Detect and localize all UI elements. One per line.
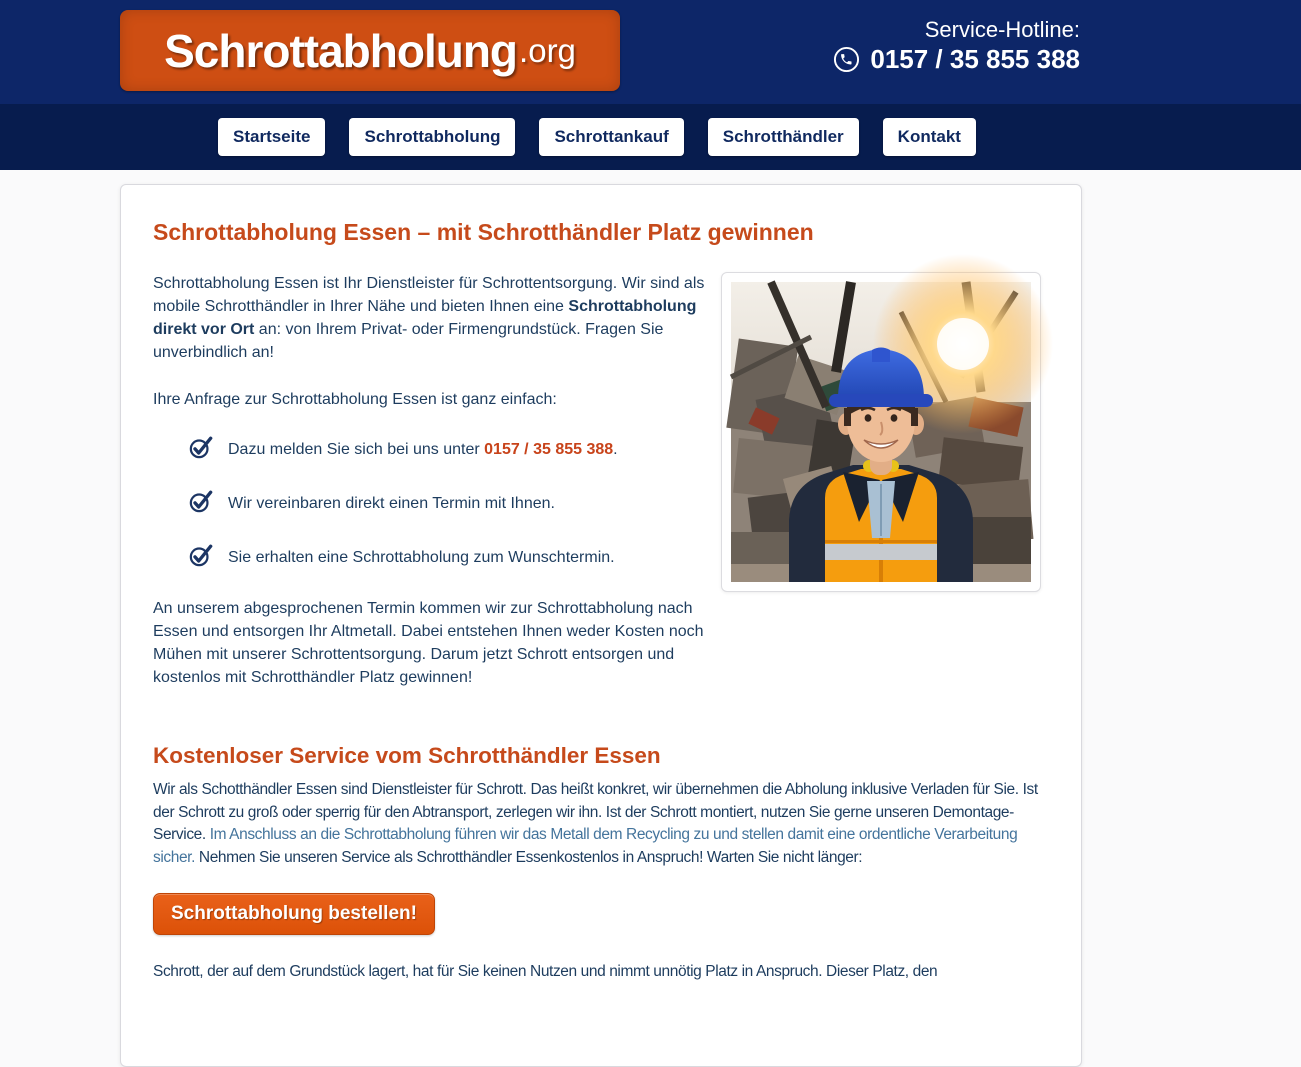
scrap-worker-photo [721, 272, 1041, 592]
appointment-paragraph: An unserem abgesprochenen Termin kommen wir zur Schrottabholung nach Essen und entsorgen Ihr Altmetall. Dabei entstehen Ihnen weder Kosten noch Mühen mit unserer Schrottentsorgung. Darum jetzt Schrott entsorgen und kostenlos mit Schrotthändler Platz gewinnen! [153, 600, 704, 686]
nav-item-schrottankauf[interactable]: Schrottankauf [539, 118, 683, 156]
checkmark-icon [189, 435, 213, 464]
list-item-text-pre: Dazu melden Sie sich bei uns unter [228, 440, 485, 458]
logo-text-main: Schrottabholung [164, 24, 518, 77]
hotline-number: 0157 / 35 855 388 [870, 44, 1080, 74]
closing-paragraph: Schrott, der auf dem Grundstück lagert, hat für Sie keinen Nutzen und nimmt unnötig Platz in Anspruch. Dieser Platz, den [153, 963, 938, 980]
intro-section [153, 272, 1049, 713]
checkmark-icon [189, 489, 213, 518]
list-item-text: Wir vereinbaren direkt einen Termin mit Ihnen. [228, 494, 555, 512]
service-paragraph-text: Wir als Schotthändler Essen sind Dienstleister für Schrott. Das heißt konkret, wir übernehmen die Abholung inklusive Verladen für Sie. Ist der Schrott zu groß oder sperrig für den Abtransport, zerlegen wir ihn. Ist der Schrott montiert, nutzen Sie gerne unseren Demontage-Service. [153, 781, 1038, 843]
photo-column [721, 272, 1041, 592]
list-item [189, 543, 705, 572]
intro-paragraph [153, 272, 705, 364]
intro-text-column [153, 272, 705, 713]
page-title: Schrottabholung Essen – mit Schrotthändler Platz gewinnen [153, 219, 814, 245]
service-paragraph [153, 779, 1049, 869]
service-hotline [833, 17, 1080, 75]
intro-paragraph-bold: Schrottabholung direkt vor Ort [153, 298, 697, 338]
site-header [0, 0, 1301, 104]
list-item [189, 489, 705, 518]
content-card [120, 184, 1082, 1067]
list-item [189, 435, 705, 464]
steps-checklist [189, 435, 705, 572]
list-item-text-post: . [613, 440, 618, 458]
nav-item-schrottabholung[interactable]: Schrottabholung [349, 118, 515, 156]
hotline-label: Service-Hotline: [924, 17, 1080, 42]
phone-icon [833, 46, 860, 73]
nav-item-kontakt[interactable]: Kontakt [883, 118, 976, 156]
intro-paragraph-text: Schrottabholung Essen ist Ihr Dienstleister für Schrottentsorgung. Wir sind als mobile Schrotthändler in Ihrer Nähe und bieten Ihnen eine [153, 275, 705, 315]
page-body [0, 170, 1301, 1067]
hotline-phone-link[interactable] [833, 43, 1080, 75]
logo-text-suffix: .org [519, 31, 576, 69]
nav-item-startseite[interactable]: Startseite [218, 118, 325, 156]
list-item-text [228, 441, 618, 459]
order-pickup-button[interactable]: Schrottabholung bestellen! [153, 893, 435, 935]
intro-paragraph-text-2: an: von Ihrem Privat- oder Firmengrundstück. Fragen Sie unverbindlich an! [153, 321, 664, 361]
request-intro-paragraph: Ihre Anfrage zur Schrottabholung Essen ist ganz einfach: [153, 391, 557, 408]
section-title: Kostenloser Service vom Schrotthändler Essen [153, 743, 661, 768]
main-navigation [0, 104, 1301, 170]
list-item-text: Sie erhalten eine Schrottabholung zum Wunschtermin. [228, 548, 615, 566]
recycling-text-link[interactable]: Im Anschluss an die Schrottabholung führen wir das Metall dem Recycling zu und stellen damit eine ordentliche Verarbeitung sicher. [153, 826, 1018, 866]
site-logo[interactable] [120, 10, 620, 91]
checkmark-icon [189, 543, 213, 572]
nav-item-schrotthaendler[interactable]: Schrotthändler [708, 118, 859, 156]
service-paragraph-text-2: Nehmen Sie unseren Service als Schrotthändler Essenkostenlos in Anspruch! Warten Sie nicht länger: [195, 848, 863, 866]
inline-phone-link[interactable]: 0157 / 35 855 388 [484, 440, 614, 458]
